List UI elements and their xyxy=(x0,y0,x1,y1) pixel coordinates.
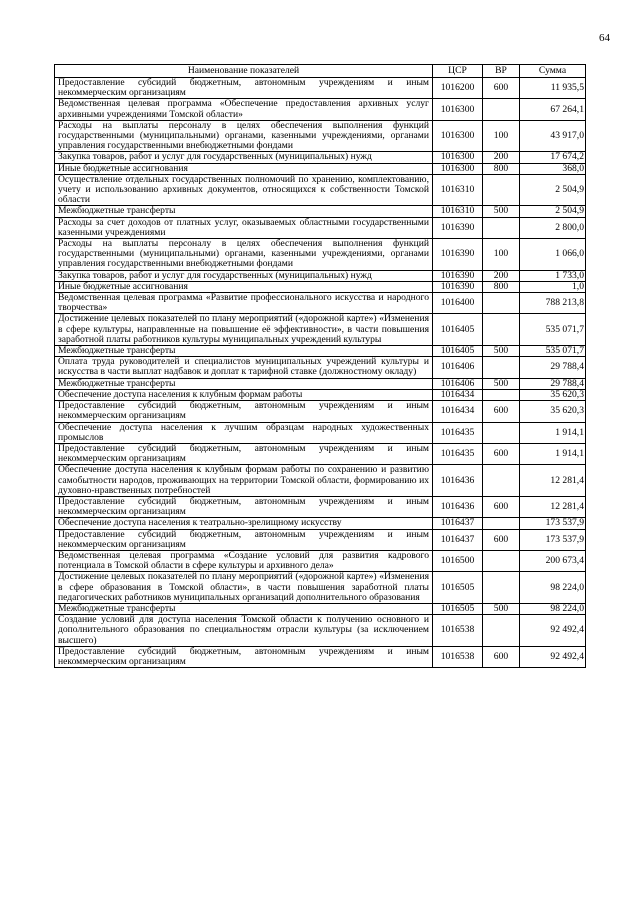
cell-csr: 1016436 xyxy=(433,496,483,517)
cell-vr xyxy=(483,314,520,346)
table-row xyxy=(55,465,586,497)
table-row xyxy=(55,293,586,314)
table-row xyxy=(55,270,586,281)
page-number: 64 xyxy=(599,32,610,44)
cell-vr xyxy=(483,357,520,378)
cell-csr: 1016200 xyxy=(433,78,483,99)
table-header-row xyxy=(55,65,586,78)
table-row xyxy=(55,217,586,238)
cell-name: Межбюджетные трансферты xyxy=(55,378,433,389)
table-row xyxy=(55,152,586,163)
cell-sum: 173 537,9 xyxy=(520,518,586,529)
table-row xyxy=(55,572,586,604)
header-sum: Сумма xyxy=(520,65,586,78)
cell-vr: 800 xyxy=(483,281,520,292)
cell-sum: 43 917,0 xyxy=(520,120,586,152)
cell-csr: 1016434 xyxy=(433,401,483,422)
cell-csr: 1016435 xyxy=(433,443,483,464)
cell-vr xyxy=(483,389,520,400)
cell-sum: 368,0 xyxy=(520,163,586,174)
cell-sum: 98 224,0 xyxy=(520,603,586,614)
cell-sum: 12 281,4 xyxy=(520,465,586,497)
cell-csr: 1016300 xyxy=(433,120,483,152)
cell-sum: 29 788,4 xyxy=(520,357,586,378)
cell-csr: 1016406 xyxy=(433,357,483,378)
cell-name: Достижение целевых показателей по плану мероприятий («дорожной карте») «Изменения в сфере культуры, направленные на повышение её эффективности», в части повышения заработной платы работников культуры муниципальных учреждений культуры xyxy=(55,314,433,346)
cell-sum: 1 733,0 xyxy=(520,270,586,281)
cell-sum: 200 673,4 xyxy=(520,550,586,571)
cell-sum: 2 800,0 xyxy=(520,217,586,238)
cell-vr: 500 xyxy=(483,206,520,217)
table-row xyxy=(55,615,586,647)
table-row xyxy=(55,529,586,550)
cell-csr: 1016538 xyxy=(433,646,483,667)
cell-vr: 600 xyxy=(483,496,520,517)
cell-sum: 535 071,7 xyxy=(520,346,586,357)
cell-name: Ведомственная целевая программа «Создание условий для развития кадрового потенциала в Томской области в сфере культуры и архивного дела» xyxy=(55,550,433,571)
cell-csr: 1016538 xyxy=(433,615,483,647)
cell-name: Обеспечение доступа населения к клубным формам работы по сохранению и развитию самобытности народов, проживающих на территории Томской области, формированию их духовно-нравственных потребностей xyxy=(55,465,433,497)
cell-vr: 100 xyxy=(483,239,520,271)
cell-vr: 200 xyxy=(483,152,520,163)
table-row xyxy=(55,120,586,152)
table-row xyxy=(55,518,586,529)
cell-sum: 11 935,5 xyxy=(520,78,586,99)
cell-sum: 17 674,2 xyxy=(520,152,586,163)
table-row xyxy=(55,401,586,422)
cell-sum: 98 224,0 xyxy=(520,572,586,604)
table-row xyxy=(55,443,586,464)
cell-name: Иные бюджетные ассигнования xyxy=(55,281,433,292)
cell-sum: 35 620,3 xyxy=(520,389,586,400)
cell-sum: 2 504,9 xyxy=(520,206,586,217)
cell-csr: 1016405 xyxy=(433,314,483,346)
cell-csr: 1016406 xyxy=(433,378,483,389)
cell-sum: 173 537,9 xyxy=(520,529,586,550)
cell-sum: 1 914,1 xyxy=(520,443,586,464)
header-csr: ЦСР xyxy=(433,65,483,78)
cell-csr: 1016390 xyxy=(433,270,483,281)
table-row xyxy=(55,496,586,517)
cell-vr xyxy=(483,174,520,206)
cell-vr xyxy=(483,615,520,647)
cell-csr: 1016300 xyxy=(433,152,483,163)
cell-name: Предоставление субсидий бюджетным, автономным учреждениям и иным некоммерческим организациям xyxy=(55,529,433,550)
cell-sum: 92 492,4 xyxy=(520,646,586,667)
cell-csr: 1016436 xyxy=(433,465,483,497)
cell-name: Обеспечение доступа населения к лучшим образцам народных художественных промыслов xyxy=(55,422,433,443)
cell-csr: 1016390 xyxy=(433,217,483,238)
cell-vr xyxy=(483,465,520,497)
cell-vr: 600 xyxy=(483,443,520,464)
table-row xyxy=(55,314,586,346)
cell-name: Предоставление субсидий бюджетным, автономным учреждениям и иным некоммерческим организациям xyxy=(55,401,433,422)
cell-sum: 1,0 xyxy=(520,281,586,292)
header-vr: ВР xyxy=(483,65,520,78)
cell-csr: 1016300 xyxy=(433,99,483,120)
table-row xyxy=(55,346,586,357)
cell-vr: 500 xyxy=(483,378,520,389)
cell-vr xyxy=(483,518,520,529)
cell-sum: 535 071,7 xyxy=(520,314,586,346)
cell-vr: 600 xyxy=(483,646,520,667)
cell-name: Межбюджетные трансферты xyxy=(55,346,433,357)
cell-vr: 600 xyxy=(483,529,520,550)
cell-name: Предоставление субсидий бюджетным, автономным учреждениям и иным некоммерческим организациям xyxy=(55,78,433,99)
cell-name: Предоставление субсидий бюджетным, автономным учреждениям и иным некоммерческим организациям xyxy=(55,443,433,464)
cell-name: Ведомственная целевая программа «Обеспечение предоставления архивных услуг архивными учреждениями Томской области» xyxy=(55,99,433,120)
cell-name: Осуществление отдельных государственных полномочий по хранению, комплектованию, учету и использованию архивных документов, относящихся к собственности Томской области xyxy=(55,174,433,206)
cell-sum: 2 504,9 xyxy=(520,174,586,206)
table-row xyxy=(55,78,586,99)
cell-name: Межбюджетные трансферты xyxy=(55,206,433,217)
cell-vr: 100 xyxy=(483,120,520,152)
cell-name: Достижение целевых показателей по плану мероприятий («дорожной карте») «Изменения в сфере образования в Томской области», в части повышения заработной платы педагогических работников муниципальных организаций дополнительного образования xyxy=(55,572,433,604)
cell-name: Обеспечение доступа населения к клубным формам работы xyxy=(55,389,433,400)
table-row xyxy=(55,422,586,443)
table-row xyxy=(55,99,586,120)
table-row xyxy=(55,378,586,389)
cell-name: Предоставление субсидий бюджетным, автономным учреждениям и иным некоммерческим организациям xyxy=(55,496,433,517)
cell-csr: 1016300 xyxy=(433,163,483,174)
table-row xyxy=(55,646,586,667)
table-row xyxy=(55,281,586,292)
cell-sum: 1 066,0 xyxy=(520,239,586,271)
cell-vr: 500 xyxy=(483,346,520,357)
cell-csr: 1016434 xyxy=(433,389,483,400)
cell-sum: 29 788,4 xyxy=(520,378,586,389)
table-row xyxy=(55,389,586,400)
cell-sum: 92 492,4 xyxy=(520,615,586,647)
cell-name: Закупка товаров, работ и услуг для государственных (муниципальных) нужд xyxy=(55,270,433,281)
cell-vr xyxy=(483,99,520,120)
cell-vr: 500 xyxy=(483,603,520,614)
table-row xyxy=(55,206,586,217)
cell-csr: 1016437 xyxy=(433,529,483,550)
cell-csr: 1016390 xyxy=(433,239,483,271)
cell-name: Ведомственная целевая программа «Развитие профессионального искусства и народного творчества» xyxy=(55,293,433,314)
cell-vr: 800 xyxy=(483,163,520,174)
cell-csr: 1016437 xyxy=(433,518,483,529)
cell-name: Закупка товаров, работ и услуг для государственных (муниципальных) нужд xyxy=(55,152,433,163)
cell-name: Оплата труда руководителей и специалистов муниципальных учреждений культуры и искусства в части выплат надбавок и доплат к тарифной ставке (должностному окладу) xyxy=(55,357,433,378)
cell-name: Создание условий для доступа населения Томской области к получению основного и дополнительного образования по специальностям отрасли культуры (за исключением высшего) xyxy=(55,615,433,647)
cell-vr xyxy=(483,293,520,314)
cell-vr xyxy=(483,572,520,604)
cell-vr xyxy=(483,422,520,443)
cell-vr xyxy=(483,550,520,571)
cell-csr: 1016505 xyxy=(433,603,483,614)
cell-sum: 1 914,1 xyxy=(520,422,586,443)
cell-csr: 1016310 xyxy=(433,206,483,217)
cell-sum: 35 620,3 xyxy=(520,401,586,422)
cell-name: Иные бюджетные ассигнования xyxy=(55,163,433,174)
table-row xyxy=(55,163,586,174)
cell-vr: 200 xyxy=(483,270,520,281)
cell-csr: 1016310 xyxy=(433,174,483,206)
cell-csr: 1016405 xyxy=(433,346,483,357)
cell-name: Расходы за счет доходов от платных услуг, оказываемых областными государственными казенными учреждениями xyxy=(55,217,433,238)
cell-name: Расходы на выплаты персоналу в целях обеспечения выполнения функций государственными (муниципальными) органами, казенными учреждениями, органами управления государственными внебюджетными фондами xyxy=(55,120,433,152)
table-row xyxy=(55,174,586,206)
cell-vr: 600 xyxy=(483,78,520,99)
cell-vr xyxy=(483,217,520,238)
cell-csr: 1016500 xyxy=(433,550,483,571)
table-row xyxy=(55,603,586,614)
header-name: Наименование показателей xyxy=(55,65,433,78)
budget-table xyxy=(54,64,586,668)
cell-csr: 1016400 xyxy=(433,293,483,314)
cell-csr: 1016390 xyxy=(433,281,483,292)
cell-sum: 788 213,8 xyxy=(520,293,586,314)
cell-csr: 1016505 xyxy=(433,572,483,604)
cell-sum: 12 281,4 xyxy=(520,496,586,517)
cell-name: Расходы на выплаты персоналу в целях обеспечения выполнения функций государственными (муниципальными) органами, казенными учреждениями, органами управления государственными внебюджетными фондами xyxy=(55,239,433,271)
cell-name: Предоставление субсидий бюджетным, автономным учреждениям и иным некоммерческим организациям xyxy=(55,646,433,667)
table-body xyxy=(55,78,586,668)
table-row xyxy=(55,550,586,571)
cell-vr: 600 xyxy=(483,401,520,422)
cell-csr: 1016435 xyxy=(433,422,483,443)
cell-name: Межбюджетные трансферты xyxy=(55,603,433,614)
table-row xyxy=(55,239,586,271)
cell-name: Обеспечение доступа населения к театрально-зрелищному искусству xyxy=(55,518,433,529)
table-row xyxy=(55,357,586,378)
cell-sum: 67 264,1 xyxy=(520,99,586,120)
